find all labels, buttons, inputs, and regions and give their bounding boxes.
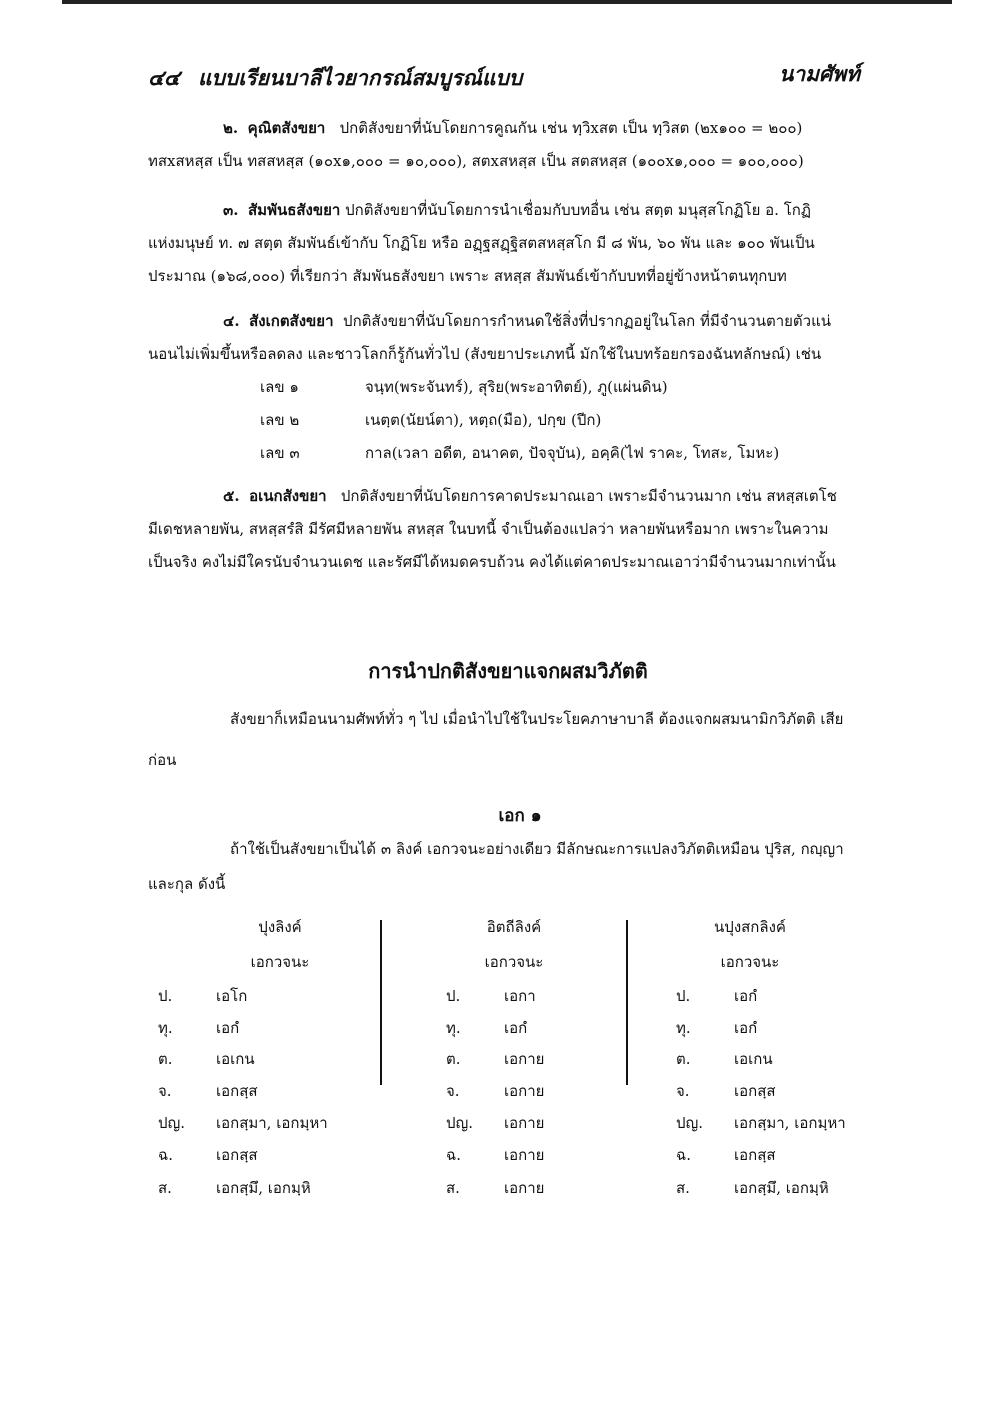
column-gender-feminine: อิตถีลิงค์	[486, 918, 542, 936]
case-form: เอกสฺมา, เอกมฺหา	[216, 1114, 328, 1132]
book-title: แบบเรียนบาลีไวยากรณ์สมบูรณ์แบบ	[198, 65, 523, 90]
item-number: ๒.	[223, 119, 239, 137]
case-form: เอกาย	[504, 1050, 545, 1068]
case-label: ปญ.	[158, 1114, 186, 1132]
item-line: ปกติสังขยาที่นับโดยการคาดประมาณเอา เพราะมีจำนวนมาก เช่น สหสฺสเตโช	[340, 487, 837, 505]
top-border-line	[62, 0, 952, 4]
case-label: ต.	[158, 1050, 173, 1068]
item-line: นอนไม่เพิ่มขึ้นหรือลดลง และชาวโลกก็รู้กันทั่วไป (สังขยาประเภทนี้ มักใช้ในบทร้อยกรองฉันทลักษณ์) เช่น	[148, 345, 822, 363]
item-number: ๕.	[223, 487, 240, 505]
case-form: เอกํ	[504, 1019, 528, 1037]
case-form: เอกสฺมึ, เอกมฺหิ	[734, 1179, 829, 1197]
eka-title: เอก ๑	[498, 806, 542, 826]
case-label: จ.	[676, 1082, 690, 1100]
item-line: ประมาณ (๑๖๘,๐๐๐) ที่เรียกว่า สัมพันธสังขยา เพราะ สหสฺส สัมพันธ์เข้ากับบทที่อยู่ข้างหน้าตนทุกบท	[148, 267, 787, 285]
paragraph-item-2	[148, 112, 868, 178]
item-number: ๓.	[223, 201, 239, 219]
item-line: แห่งมนุษย์ ท. ๗ สตฺต สัมพันธ์เข้ากับ โกฏิโย หรือ อฏฺฐสฏฺฐิสตสหสฺสโก มี ๘ พัน, ๖๐ พัน และ ๑๐๐ พันเป็น	[148, 234, 815, 252]
case-label: ปญ.	[676, 1114, 704, 1132]
case-label: ฉ.	[446, 1146, 461, 1164]
case-label: ฉ.	[676, 1146, 691, 1164]
item-line: ปกติสังขยาที่นับโดยการนำเชื่อมกับบทอื่น เช่น สตฺต มนุสฺสโกฏิโย อ. โกฏิ	[345, 201, 811, 219]
case-form: เอเกน	[734, 1050, 773, 1068]
case-label: ป.	[446, 987, 461, 1005]
column-gender-neuter: นปุงสกลิงค์	[714, 918, 786, 936]
example-label: เลข ๒	[260, 411, 300, 429]
column-gender-masculine: ปุงลิงค์	[258, 918, 302, 936]
section-title: การนำปกติสังขยาแจกผสมวิภัตติ	[368, 659, 648, 683]
case-form: เอกสฺส	[216, 1146, 258, 1164]
case-form: เอกํ	[216, 1019, 240, 1037]
case-form: เอกาย	[504, 1114, 545, 1132]
case-form: เอกสฺมึ, เอกมฺหิ	[216, 1179, 311, 1197]
case-form: เอกาย	[504, 1179, 545, 1197]
item-line: ทสxสหสฺส เป็น ทสสหสฺส (๑๐x๑,๐๐๐ = ๑๐,๐๐๐), สตxสหสฺส เป็น สตสหสฺส (๑๐๐x๑,๐๐๐ = ๑๐๐,๐๐๐)	[148, 152, 804, 170]
intro-line: ก่อน	[148, 751, 177, 769]
case-form: เอกํ	[734, 1019, 758, 1037]
item-term: อเนกสังขยา	[249, 487, 327, 505]
example-label: เลข ๓	[260, 444, 300, 462]
paragraph-item-5	[148, 480, 868, 579]
case-label: ต.	[676, 1050, 691, 1068]
paragraph-item-3	[148, 194, 868, 293]
item-number: ๔.	[223, 312, 240, 330]
example-text: เนตฺต(นัยน์ตา), หตฺถ(มือ), ปกฺข (ปีก)	[365, 411, 602, 429]
case-label: ทุ.	[446, 1019, 461, 1037]
eka-line: และกุล ดังนี้	[148, 875, 226, 893]
intro-line: สังขยาก็เหมือนนามศัพท์ทั่ว ๆ ไป เมื่อนำไปใช้ในประโยคภาษาบาลี ต้องแจกผสมนามิกวิภัตติ เสีย	[230, 710, 844, 728]
eka-description	[148, 833, 868, 901]
case-form: เอกสฺส	[734, 1146, 776, 1164]
case-form: เอกสฺส	[734, 1082, 776, 1100]
case-label: จ.	[158, 1082, 172, 1100]
item-line: เป็นจริง คงไม่มีใครนับจำนวนเดช และรัศมีได้หมดครบถ้วน คงได้แต่คาดประมาณเอาว่ามีจำนวนมากเท่านั้น	[148, 553, 836, 571]
case-label: ป.	[158, 987, 173, 1005]
item-term: คุณิตสังขยา	[247, 119, 326, 137]
case-form: เอกสฺมา, เอกมฺหา	[734, 1114, 846, 1132]
case-label: ต.	[446, 1050, 461, 1068]
item-term: สัมพันธสังขยา	[248, 201, 341, 219]
case-label: ฉ.	[158, 1146, 173, 1164]
case-label: ปญ.	[446, 1114, 474, 1132]
item-term: สังเกตสังขยา	[249, 312, 334, 330]
column-number: เอกวจนะ	[250, 953, 310, 971]
column-divider	[380, 920, 382, 1085]
item-line: ปกติสังขยาที่นับโดยการคูณกัน เช่น ทฺวิxสต เป็น ทฺวิสต (๒x๑๐๐ = ๒๐๐)	[339, 119, 803, 137]
example-text: กาล(เวลา อดีต, อนาคต, ปัจจุบัน), อคฺคิ(ไฟ ราคะ, โทสะ, โมหะ)	[365, 444, 780, 462]
case-label: ส.	[446, 1179, 460, 1197]
paragraph-item-4	[148, 305, 868, 371]
case-label: ป.	[676, 987, 691, 1005]
case-form: เอกาย	[504, 1082, 545, 1100]
case-label: ส.	[158, 1179, 172, 1197]
case-label: ทุ.	[676, 1019, 691, 1037]
case-label: จ.	[446, 1082, 460, 1100]
section-intro	[148, 703, 868, 777]
example-label: เลข ๑	[260, 378, 299, 396]
case-form: เอโก	[216, 987, 248, 1005]
case-label: ทุ.	[158, 1019, 173, 1037]
case-form: เอกํ	[734, 987, 758, 1005]
chapter-title: นามศัพท์	[778, 61, 860, 86]
column-number: เอกวจนะ	[720, 953, 780, 971]
case-label: ส.	[676, 1179, 690, 1197]
eka-line: ถ้าใช้เป็นสังขยาเป็นได้ ๓ ลิงค์ เอกวจนะอย่างเดียว มีลักษณะการแปลงวิภัตติเหมือน ปุริส, กญฺญา	[230, 840, 844, 858]
case-form: เอกา	[504, 987, 536, 1005]
item-line: ปกติสังขยาที่นับโดยการกำหนดใช้สิ่งที่ปรากฏอยู่ในโลก ที่มีจำนวนตายตัวแน่	[343, 312, 831, 330]
case-form: เอกาย	[504, 1146, 545, 1164]
case-form: เอกสฺส	[216, 1082, 258, 1100]
column-number: เอกวจนะ	[484, 953, 544, 971]
case-form: เอเกน	[216, 1050, 255, 1068]
example-text: จนฺท(พระจันทร์), สุริย(พระอาทิตย์), ภู(แผ่นดิน)	[365, 378, 668, 396]
page-number: ๔๔	[148, 65, 180, 90]
item-line: มีเดชหลายพัน, สหสฺสรํสิ มีรัศมีหลายพัน สหสฺส ในบทนี้ จำเป็นต้องแปลว่า หลายพันหรือมาก เพราะในความ	[148, 520, 829, 538]
column-divider	[626, 920, 628, 1085]
